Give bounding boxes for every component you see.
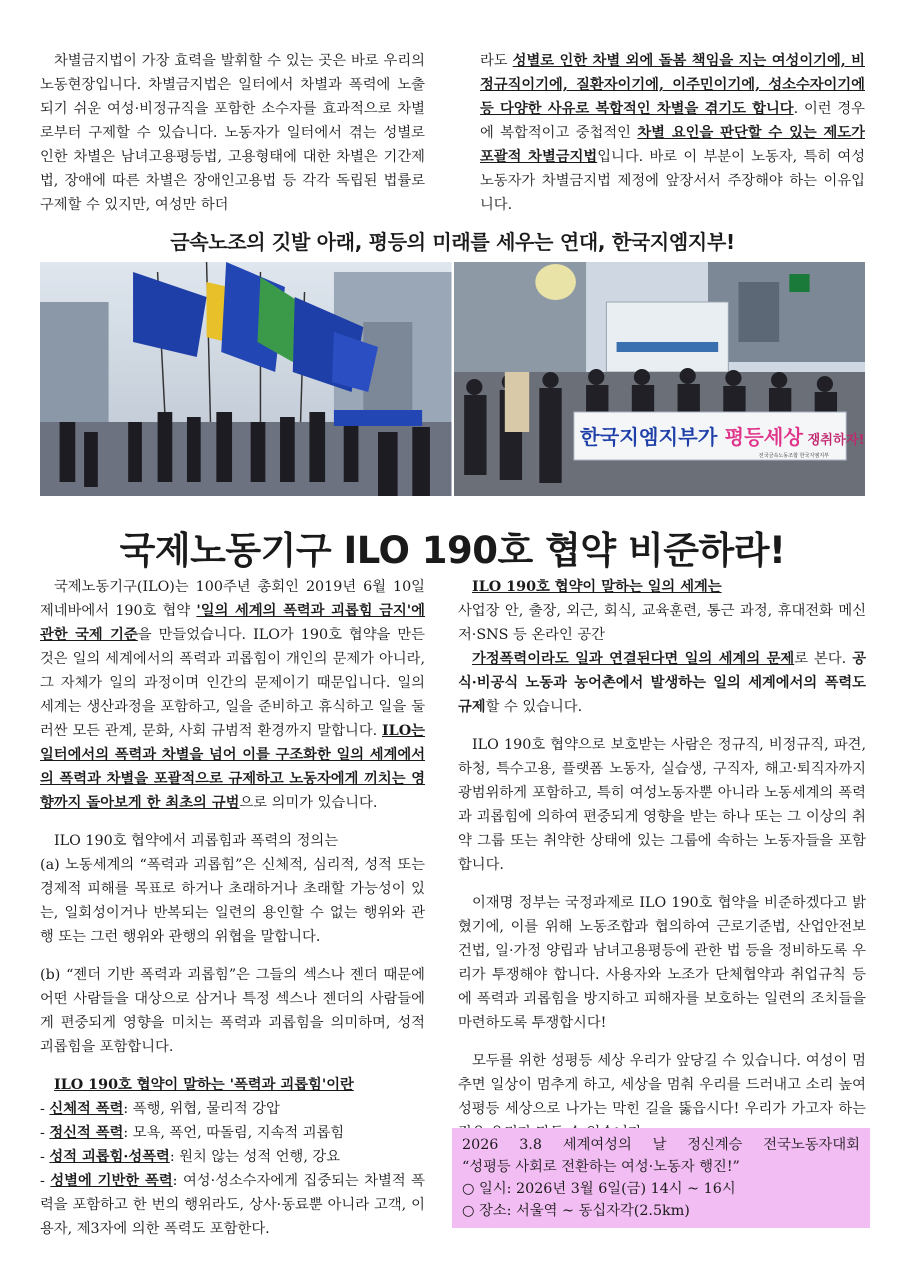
emphasis-span: 차별 요인을 판단할 수 있는 제도가 포괄적 차별금지법 (480, 125, 865, 165)
text-span: 라도 (480, 53, 513, 69)
bottom-right-column (458, 575, 866, 1145)
rally-photo-flags (40, 262, 452, 496)
list-title-text: ILO 190호 협약이 말하는 '폭력과 괴롭힘'이란 (54, 1077, 354, 1093)
violence-list-item: - 정신적 폭력: 모욕, 폭언, 따돌림, 지속적 괴롭힘 (40, 1125, 345, 1141)
violence-list-title (40, 1073, 425, 1097)
event-slogan: “성평등 사회로 전환하는 여성·노동자 행진!” (462, 1159, 740, 1175)
text-span: 로 본다. (794, 651, 847, 667)
top-left-column (40, 49, 425, 217)
event-location: ○ 장소: 서울역 ~ 동십자각(2.5km) (462, 1203, 690, 1219)
text-span: 할 수 있습니다. (485, 699, 583, 715)
definition-a: (a) 노동세계의 “폭력과 괴롭힘”은 신체적, 심리적, 성적 또는 경제적 피해를 목표로 하거나 초래하거나 초래할 가능성이 있는, 일회성이거나 반복되는 일련의 용인할 수 없는 행위와 관행 또는 그런 행위와 관행의 위협을 말합니다. (40, 857, 425, 945)
bottom-left-column (40, 575, 425, 1241)
text-span: 으로 의미가 있습니다. (239, 795, 378, 811)
violence-list-item: - 성적 괴롭힘·성폭력: 원치 않는 성적 언행, 강요 (40, 1149, 341, 1165)
government-paragraph: 이재명 정부는 국정과제로 ILO 190호 협약을 비준하겠다고 밝혔기에, 이를 위해 노동조합과 협의하여 근로기준법, 산업안전보건법, 일·가정 양립과 남녀고용평등에 관한 법 등을 정비하도록 우리가 투쟁해야 합니다. 사용자와 노조가 단체협약과 취업규칙 등에 폭력과 괴롭힘을 방지하고 피해자를 보호하는 일련의 조치들을 마련하도록 투쟁합시다! (458, 895, 866, 1031)
violence-list-item: - 신체적 폭력: 폭행, 위협, 물리적 강압 (40, 1101, 280, 1117)
emphasis-span: '일의 세계의 폭력과 괴롭힘 금지'에 관한 국제 기준 (40, 603, 425, 643)
event-datetime: ○ 일시: 2026년 3월 6일(금) 14시 ~ 16시 (462, 1181, 736, 1197)
event-info-box (452, 1128, 870, 1228)
text-span: 국제노동기구(ILO)는 100주년 총회인 2019년 6월 10일 제네바에서 190호 협약 (40, 579, 425, 619)
emphasis-span: 가정폭력이라도 일과 연결된다면 일의 세계의 문제 (472, 651, 795, 667)
domestic-violence-paragraph (458, 647, 866, 719)
top-left-paragraph: 차별금지법이 가장 효력을 발휘할 수 있는 곳은 바로 우리의 노동현장입니다. 차별금지법은 일터에서 차별과 폭력에 노출되기 쉬운 여성·비정규직을 포함한 소수자를 효과적으로 차별로부터 구제할 수 있습니다. 노동자가 일터에서 겪는 성별로 인한 차별은 남녀고용평등법, 고용형태에 대한 차별은 기간제법, 장애에 따른 차별은 장애인고용법 등 각각 독립된 법률로 구제할 수 있지만, 여성만 하더 (40, 53, 425, 213)
ilo-intro-paragraph (40, 575, 425, 815)
top-right-column (480, 49, 865, 217)
top-right-paragraph (480, 49, 865, 217)
bold-span: 공식·비공식 노동과 농어촌에서 발생하는 일의 세계에서의 폭력도 규제 (458, 651, 866, 715)
protected-persons-paragraph: ILO 190호 협약으로 보호받는 사람은 정규직, 비정규직, 파견, 하청, 특수고용, 플랫폼 노동자, 실습생, 구직자, 해고·퇴직자까지 광범위하게 포함하고, 특히 여성노동자뿐 아니라 노동세계의 폭력과 괴롭힘에 의하여 편중되게 영향을 받는 하나 또는 그 이상의 취약 그룹 또는 취약한 상태에 있는 그룹에 속하는 노동자들을 포함합니다. (458, 737, 866, 873)
definition-b: (b) “젠더 기반 폭력과 괴롭힘”은 그들의 섹스나 젠더 때문에 어떤 사람들을 대상으로 삼거나 특정 섹스나 젠더의 사람들에게 편중되게 영향을 미치는 폭력과 괴롭힘을 의미하며, 성적 괴롭힘을 포함합니다. (40, 967, 425, 1055)
world-of-work-list: 사업장 안, 출장, 외근, 회식, 교육훈련, 통근 과정, 휴대전화 메신저·SNS 등 온라인 공간 (458, 603, 866, 643)
definition-intro: ILO 190호 협약에서 괴롭힘과 폭력의 정의는 (54, 833, 339, 849)
event-title: 2026 3.8 세계여성의 날 정신계승 전국노동자대회 (462, 1137, 860, 1153)
world-of-work-heading (458, 575, 866, 599)
page-title: 국제노동기구 ILO 190호 협약 비준하라! (119, 529, 786, 572)
violence-list-item: - 성별에 기반한 폭력: 여성·성소수자에게 집중되는 차별적 폭력을 포함하고 한 번의 행위라도, 상사·동료뿐 아니라 고객, 이용자, 제3자에 의한 폭력도 포함한다. (40, 1173, 425, 1237)
photo-strip (40, 262, 865, 496)
text-span: 을 만들었습니다. ILO가 190호 협약을 만든 것은 일의 세계에서의 폭력과 괴롭힘이 개인의 문제가 아니라, 그 자체가 일의 과정이며 인간의 문제이기 때문입니다. 일의 세계는 생산과정을 포함하고, 일을 준비하고 휴식하고 일을 둘러싼 모든 관계, 문화, 사회 규범적 환경까지 말합니다. (40, 627, 425, 739)
closing-paragraph: 모두를 위한 성평등 세상 우리가 앞당길 수 있습니다. 여성이 멈추면 일상이 멈추게 하고, 세상을 멈춰 우리를 드러내고 소리 높여 성평등 세상으로 나가는 막힌 길을 뚫읍시다! 우리가 가고자 하는 (458, 1053, 866, 1117)
text-span: . 이런 경우에 복합적이고 중첩적인 (480, 101, 865, 141)
emphasis-span: 성별로 인한 차별 외에 돌봄 책임을 지는 여성이기에, 비정규직이기에, 질환자이기에, 이주민이기에, 성소수자이기에 등 다양한 사유로 복합적인 차별을 겪기도 합니다 (480, 53, 865, 117)
text-span: 입니다. 바로 이 부분이 노동자, 특히 여성노동자가 차별금지법 제정에 앞장서서 주장해야 하는 이유입니다. (480, 149, 866, 213)
section-banner: 금속노조의 깃발 아래, 평등의 미래를 세우는 연대, 한국지엠지부! (170, 230, 735, 254)
march-banner-org: 전국금속노동조합 한국지엠지부 (758, 453, 829, 459)
emphasis-span: ILO는 일터에서의 폭력과 차별을 넘어 이를 구조화한 일의 세계에서의 폭력과 차별을 포괄적으로 규제하고 노동자에게 끼치는 영향까지 돌아보게 한 최초의 규범 (40, 723, 425, 811)
rally-photo-march (454, 262, 866, 496)
march-banner-text: 한국지엠지부가 평등세상 쟁취하자! (579, 425, 865, 449)
heading-text: ILO 190호 협약이 말하는 일의 세계는 (472, 579, 722, 595)
